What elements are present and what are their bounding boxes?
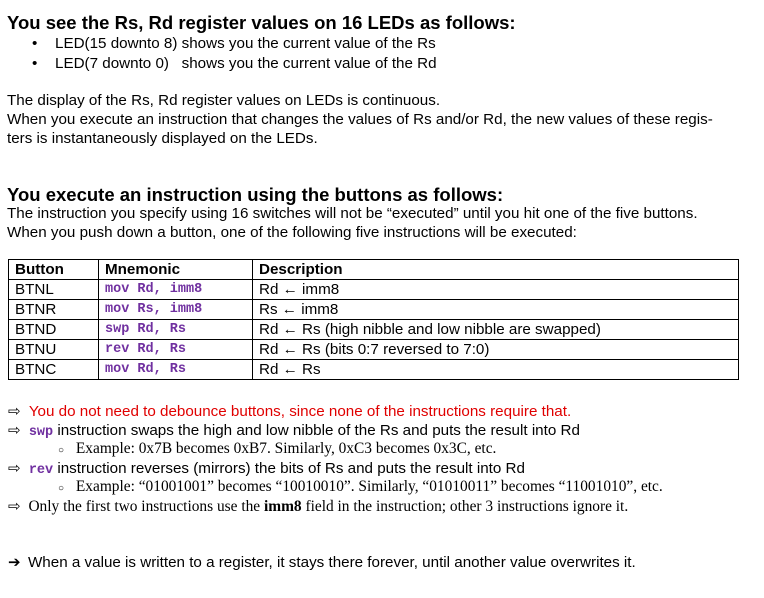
rev-example-text: Example: “01001001” becomes “10010010”. Similarly, “01010011” becomes “11001010”, etc. (75, 478, 663, 495)
cell-description: Rd ← imm8 (253, 280, 739, 300)
para-instantaneous-line2: ters is instantaneously displayed on the LEDs. (7, 130, 318, 147)
circle-bullet-icon: ○ (58, 483, 65, 494)
bullet-dot: • (32, 55, 38, 72)
cell-mnemonic: swp Rd, Rs (99, 320, 253, 340)
bold-right-arrow-icon: ➔ (8, 554, 21, 571)
swp-example-text: Example: 0x7B becomes 0xB7. Similarly, 0xC3 becomes 0x3C, etc. (75, 440, 497, 457)
imm8-post-text: field in the instruction; other 3 instructions ignore it. (301, 498, 629, 515)
note-imm8 (8, 497, 628, 516)
cell-button: BTNR (9, 300, 99, 320)
swp-example (58, 440, 496, 458)
right-arrow-icon: ⇨ (8, 499, 21, 515)
para-buttons: When you push down a button, one of the following five instructions will be executed: (7, 224, 577, 241)
para-switches: The instruction you specify using 16 switches will not be “executed” until you hit one of the five buttons. (7, 205, 698, 222)
cell-mnemonic: mov Rd, Rs (99, 360, 253, 380)
section2-heading: You execute an instruction using the buttons as follows: (7, 184, 504, 205)
note-rev (8, 459, 525, 478)
cell-mnemonic: mov Rs, imm8 (99, 300, 253, 320)
note-debounce (8, 402, 571, 420)
bullet-led-rs: LED(15 downto 8) shows you the current value of the Rs (55, 35, 436, 52)
header-description: Description (253, 260, 739, 280)
para-instantaneous-line1: When you execute an instruction that changes the values of Rs and/or Rd, the new values of these regis- (7, 111, 713, 128)
note-swp-text: instruction swaps the high and low nibble of the Rs and puts the result into Rd (53, 422, 580, 439)
right-arrow-icon: ⇨ (8, 422, 21, 439)
note-swp (8, 421, 580, 440)
imm8-bold-text: imm8 (263, 498, 302, 515)
cell-description: Rd ← Rs (253, 360, 739, 380)
cell-description: Rd ← Rs (high nibble and low nibble are swapped) (253, 320, 739, 340)
right-arrow-icon: ⇨ (8, 403, 21, 420)
note-debounce-text: You do not need to debounce buttons, since none of the instructions require that. (28, 403, 572, 420)
bullet-led-rd: LED(7 downto 0) shows you the current value of the Rd (55, 55, 437, 72)
note-final (8, 553, 636, 571)
cell-button: BTND (9, 320, 99, 340)
cell-mnemonic: rev Rd, Rs (99, 340, 253, 360)
circle-bullet-icon: ○ (58, 445, 65, 456)
cell-button: BTNC (9, 360, 99, 380)
right-arrow-icon: ⇨ (8, 460, 21, 477)
table-row (9, 360, 739, 380)
cell-button: BTNU (9, 340, 99, 360)
imm8-pre-text: Only the first two instructions use the (28, 498, 264, 515)
table-row (9, 280, 739, 300)
rev-keyword: rev (28, 463, 54, 478)
header-mnemonic: Mnemonic (99, 260, 253, 280)
table-row (9, 320, 739, 340)
cell-button: BTNL (9, 280, 99, 300)
rev-example (58, 478, 663, 496)
instruction-table (8, 259, 739, 380)
swp-keyword: swp (28, 425, 54, 440)
cell-mnemonic: mov Rd, imm8 (99, 280, 253, 300)
cell-description: Rs ← imm8 (253, 300, 739, 320)
table-header-row (9, 260, 739, 280)
note-final-text: When a value is written to a register, it stays there forever, until another value overwrites it. (27, 554, 636, 571)
section1-heading: You see the Rs, Rd register values on 16 LEDs as follows: (7, 12, 516, 33)
header-button: Button (9, 260, 99, 280)
cell-description: Rd ← Rs (bits 0:7 reversed to 7:0) (253, 340, 739, 360)
para-continuous: The display of the Rs, Rd register values on LEDs is continuous. (7, 92, 441, 109)
table-row (9, 340, 739, 360)
note-rev-text: instruction reverses (mirrors) the bits of Rs and puts the result into Rd (53, 460, 525, 477)
table-row (9, 300, 739, 320)
bullet-dot: • (32, 35, 38, 52)
